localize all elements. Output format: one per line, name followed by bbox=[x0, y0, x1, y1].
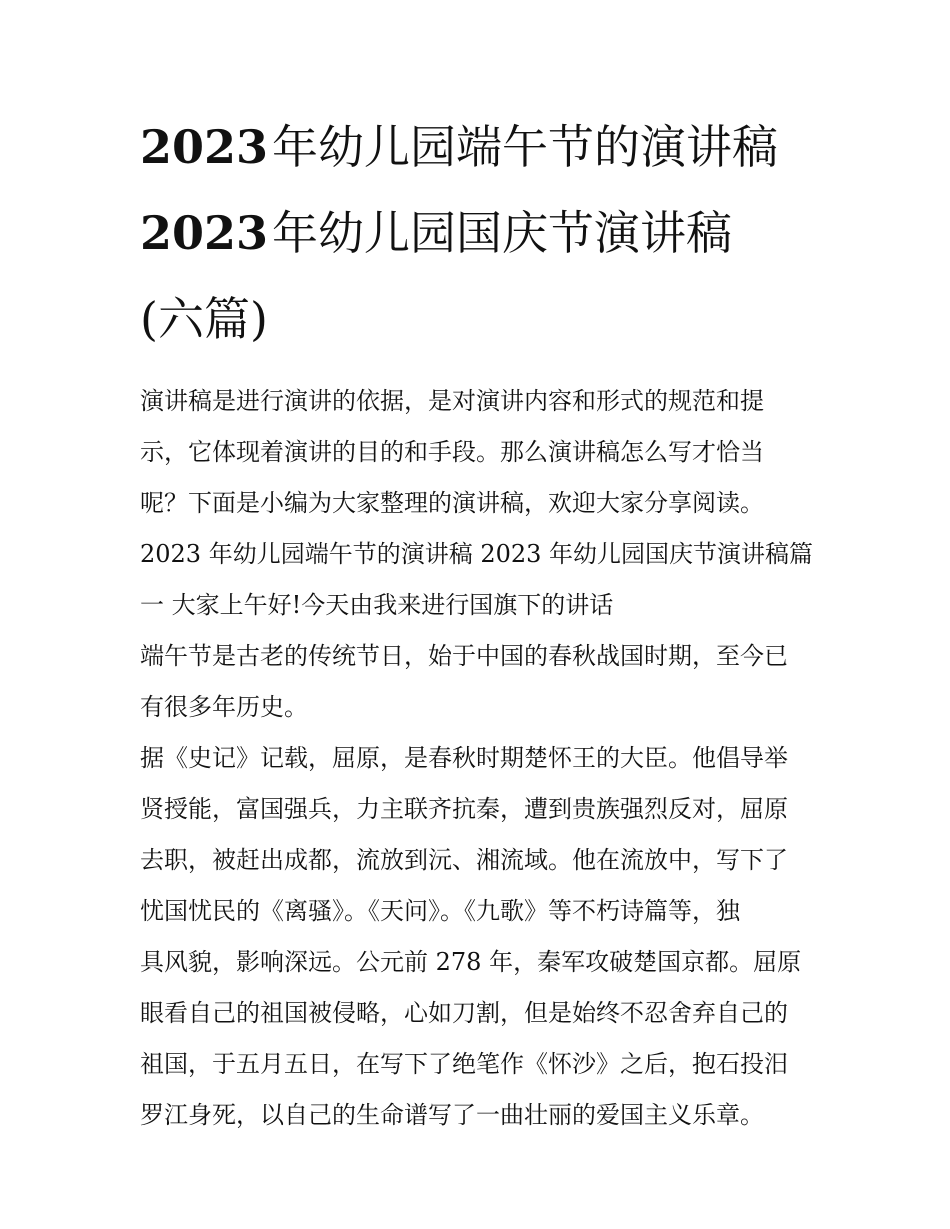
title-line-1-text: 年幼儿园端午节的演讲稿 bbox=[272, 120, 779, 174]
text-line: 去职，被赶出成都，流放到沅、湘流域。他在流放中，写下了 bbox=[140, 846, 788, 874]
document-body bbox=[140, 376, 820, 1141]
title-line-2 bbox=[140, 204, 820, 262]
text-line: 具风貌，影响深远。公元前 278 年，秦军攻破楚国京都。屈原 bbox=[140, 948, 802, 976]
title-line-1 bbox=[140, 118, 820, 176]
text-line: 2023 年幼儿园端午节的演讲稿 2023 年幼儿园国庆节演讲稿篇 bbox=[140, 540, 814, 568]
text-line: 端午节是古老的传统节日，始于中国的春秋战国时期，至今已 bbox=[140, 642, 788, 670]
text-line: 贤授能，富国强兵，力主联齐抗秦，遭到贵族强烈反对，屈原 bbox=[140, 795, 788, 823]
text-line: 示，它体现着演讲的目的和手段。那么演讲稿怎么写才恰当 bbox=[140, 438, 764, 466]
text-line: 有很多年历史。 bbox=[140, 693, 308, 721]
text-line: 演讲稿是进行演讲的依据，是对演讲内容和形式的规范和提 bbox=[140, 387, 764, 415]
text-line: 忧国忧民的《离骚》。《天问》。《九歌》等不朽诗篇等，独 bbox=[140, 897, 740, 925]
text-line: 罗江身死，以自己的生命谱写了一曲壮丽的爱国主义乐章。 bbox=[140, 1101, 764, 1129]
text-line: 呢？下面是小编为大家整理的演讲稿，欢迎大家分享阅读。 bbox=[140, 489, 764, 517]
paragraph-quyuan bbox=[140, 733, 820, 1141]
title-line-2-year: 2023 bbox=[140, 206, 269, 260]
document-page bbox=[140, 118, 820, 1141]
title-line-2-text: 年幼儿园国庆节演讲稿 bbox=[272, 206, 733, 260]
text-line: 据《史记》记载，屈原，是春秋时期楚怀王的大臣。他倡导举 bbox=[140, 744, 788, 772]
title-line-1-year: 2023 bbox=[140, 120, 269, 174]
paragraph-intro bbox=[140, 376, 820, 529]
paragraph-heading bbox=[140, 529, 820, 631]
paragraph-festival bbox=[140, 631, 820, 733]
title-line-3 bbox=[140, 290, 820, 348]
text-line: 祖国，于五月五日，在写下了绝笔作《怀沙》之后，抱石投汨 bbox=[140, 1050, 788, 1078]
text-line: 眼看自己的祖国被侵略，心如刀割，但是始终不忍舍弃自己的 bbox=[140, 999, 788, 1027]
title-line-3-text: (六篇) bbox=[140, 292, 268, 346]
text-line: 一 大家上午好!今天由我来进行国旗下的讲话 bbox=[140, 591, 614, 619]
